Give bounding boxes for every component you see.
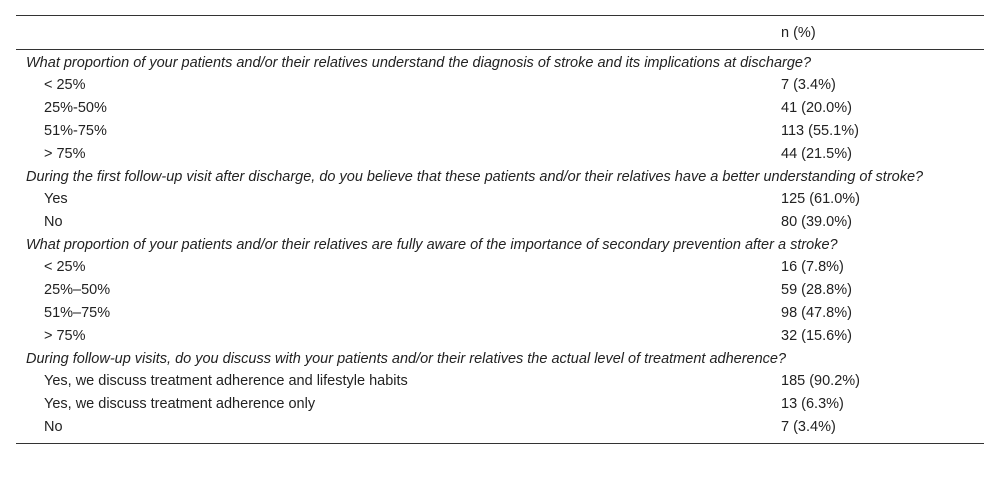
question-row (16, 348, 984, 370)
question-text: What proportion of your patients and/or their relatives understand the diagnosis of stroke and its implications at discharge? (26, 55, 812, 71)
survey-results-table (16, 15, 984, 444)
question-row (16, 52, 984, 74)
table-row (16, 325, 984, 348)
question-text: What proportion of your patients and/or their relatives are fully aware of the importance of secondary prevention after a stroke? (26, 237, 838, 253)
table-row (16, 416, 984, 439)
header-col-n-percent: n (%) (781, 24, 816, 41)
answer-value: 59 (28.8%) (781, 282, 852, 298)
answer-label: Yes, we discuss treatment adherence and lifestyle habits (44, 373, 408, 389)
answer-label: No (44, 214, 63, 230)
table-row (16, 97, 984, 120)
question-text: During the first follow-up visit after discharge, do you believe that these patients and/or their relatives have a better understanding of stroke? (26, 169, 924, 185)
question-row (16, 234, 984, 256)
table-row (16, 120, 984, 143)
answer-label: 51%-75% (44, 123, 107, 139)
answer-value: 98 (47.8%) (781, 305, 852, 321)
answer-value: 44 (21.5%) (781, 146, 852, 162)
answer-label: 51%–75% (44, 305, 111, 321)
answer-label: 25%-50% (44, 100, 107, 116)
answer-value: 113 (55.1%) (781, 123, 859, 139)
answer-label: Yes, we discuss treatment adherence only (44, 396, 316, 412)
table-row (16, 74, 984, 97)
answer-value: 125 (61.0%) (781, 191, 860, 207)
question-row (16, 166, 984, 188)
answer-value: 16 (7.8%) (781, 259, 844, 275)
question-text: During follow-up visits, do you discuss with your patients and/or their relatives the actual level of treatment adherence? (26, 351, 787, 367)
table-row (16, 393, 984, 416)
table-body (16, 50, 984, 439)
table-row (16, 256, 984, 279)
table-row (16, 188, 984, 211)
table-row (16, 143, 984, 166)
answer-label: 25%–50% (44, 282, 111, 298)
answer-value: 13 (6.3%) (781, 396, 844, 412)
answer-value: 7 (3.4%) (781, 419, 836, 435)
answer-value: 80 (39.0%) (781, 214, 852, 230)
answer-label: < 25% (44, 77, 86, 93)
answer-value: 7 (3.4%) (781, 77, 836, 93)
table-row (16, 370, 984, 393)
table-row (16, 279, 984, 302)
table-header-row (16, 16, 984, 49)
answer-value: 32 (15.6%) (781, 328, 852, 344)
answer-value: 41 (20.0%) (781, 100, 852, 116)
answer-label: No (44, 419, 63, 435)
answer-label: < 25% (44, 259, 86, 275)
answer-value: 185 (90.2%) (781, 373, 860, 389)
answer-label: Yes (44, 191, 68, 207)
answer-label: > 75% (44, 328, 86, 344)
answer-label: > 75% (44, 146, 86, 162)
table-row (16, 302, 984, 325)
table-row (16, 211, 984, 234)
table-bottom-rule (16, 443, 984, 444)
